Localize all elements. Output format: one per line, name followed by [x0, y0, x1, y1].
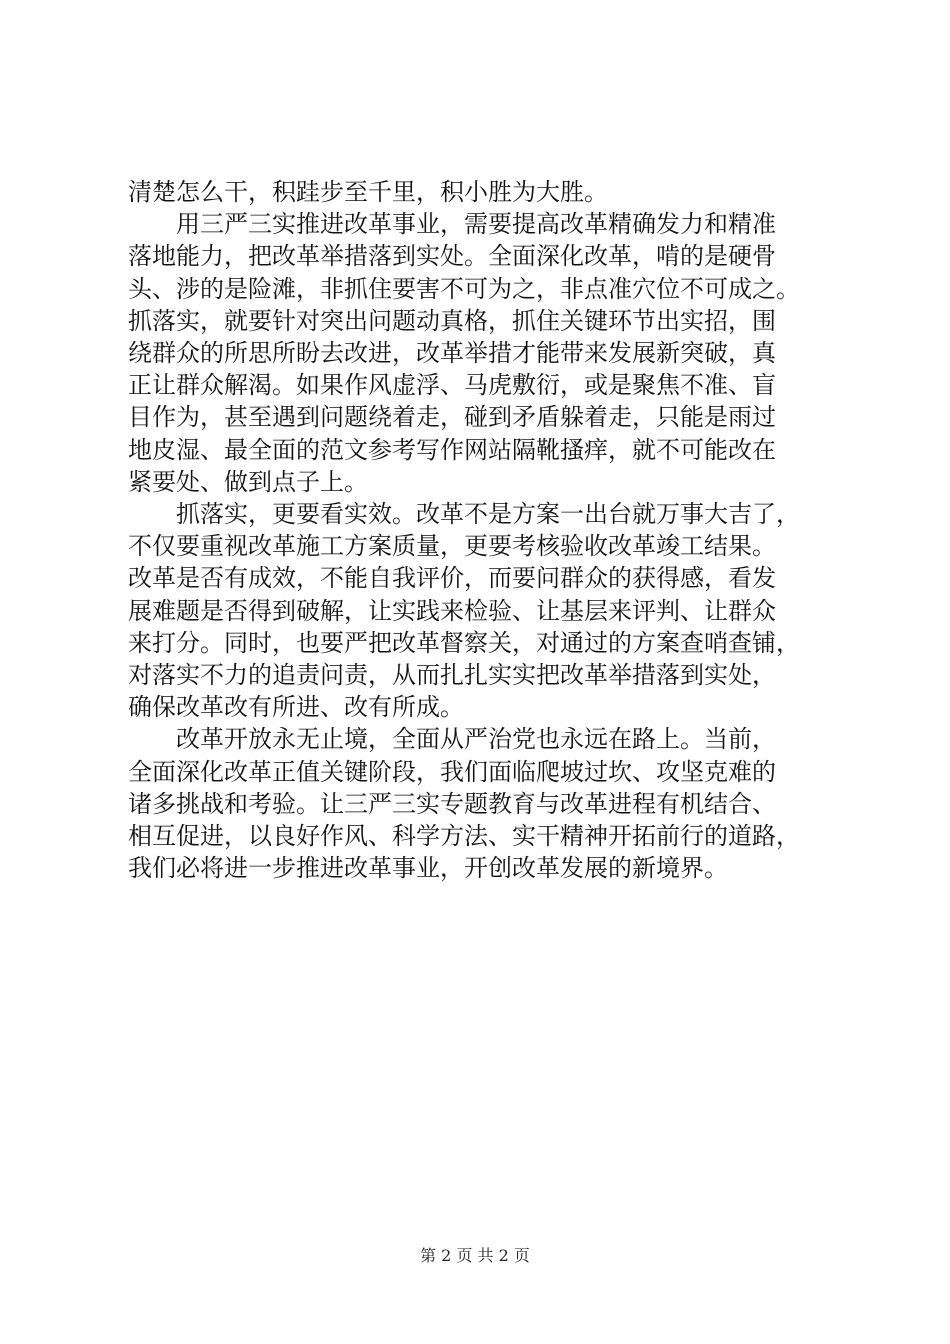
- text-line: 相互促进，以良好作风、科学方法、实干精神开拓前行的道路，: [128, 822, 800, 851]
- text-line: 全面深化改革正值关键阶段，我们面临爬坡过坎、攻坚克难的: [128, 757, 776, 786]
- text-line: 确保改革改有所进、改有所成。: [128, 693, 464, 722]
- page-footer: 第 2 页 共 2 页: [420, 1246, 530, 1265]
- text-line: 改革开放永无止境，全面从严治党也永远在路上。当前，: [176, 725, 776, 754]
- text-line: 地皮湿、最全面的范文参考写作网站隔靴搔痒，就不可能改在: [128, 435, 776, 464]
- document-body: [128, 176, 822, 884]
- text-line: 清楚怎么干，积跬步至千里，积小胜为大胜。: [128, 178, 608, 206]
- text-line: 来打分。同时，也要严把改革督察关，对通过的方案查哨查铺，: [128, 628, 800, 657]
- text-line: 展难题是否得到破解，让实践来检验、让基层来评判、让群众: [128, 596, 776, 625]
- text-line: 用三严三实推进改革事业，需要提高改革精确发力和精准: [176, 210, 776, 239]
- text-line: 我们必将进一步推进改革事业，开创改革发展的新境界。: [128, 854, 728, 883]
- text-line: 正让群众解渴。如果作风虚浮、马虎敷衍，或是聚焦不准、盲: [128, 371, 776, 400]
- text-line: 落地能力，把改革举措落到实处。全面深化改革，啃的是硬骨: [128, 242, 776, 271]
- text-line: 不仅要重视改革施工方案质量，更要考核验收改革竣工结果。: [128, 532, 776, 561]
- text-line: 改革是否有成效，不能自我评价，而要问群众的获得感，看发: [128, 564, 776, 593]
- text-line: 紧要处、做到点子上。: [128, 467, 368, 496]
- text-line: 对落实不力的追责问责，从而扎扎实实把改革举措落到实处，: [128, 661, 776, 690]
- text-line: 目作为，甚至遇到问题绕着走，碰到矛盾躲着走，只能是雨过: [128, 403, 776, 432]
- text-line: 绕群众的所思所盼去改进，改革举措才能带来发展新突破，真: [128, 339, 776, 368]
- text-line: 诸多挑战和考验。让三严三实专题教育与改革进程有机结合、: [128, 789, 776, 818]
- text-line: 抓落实，更要看实效。改革不是方案一出台就万事大吉了，: [176, 500, 800, 529]
- text-line: 头、涉的是险滩，非抓住要害不可为之，非点准穴位不可成之。: [128, 274, 800, 303]
- text-line: 抓落实，就要针对突出问题动真格，抓住关键环节出实招，围: [128, 306, 776, 335]
